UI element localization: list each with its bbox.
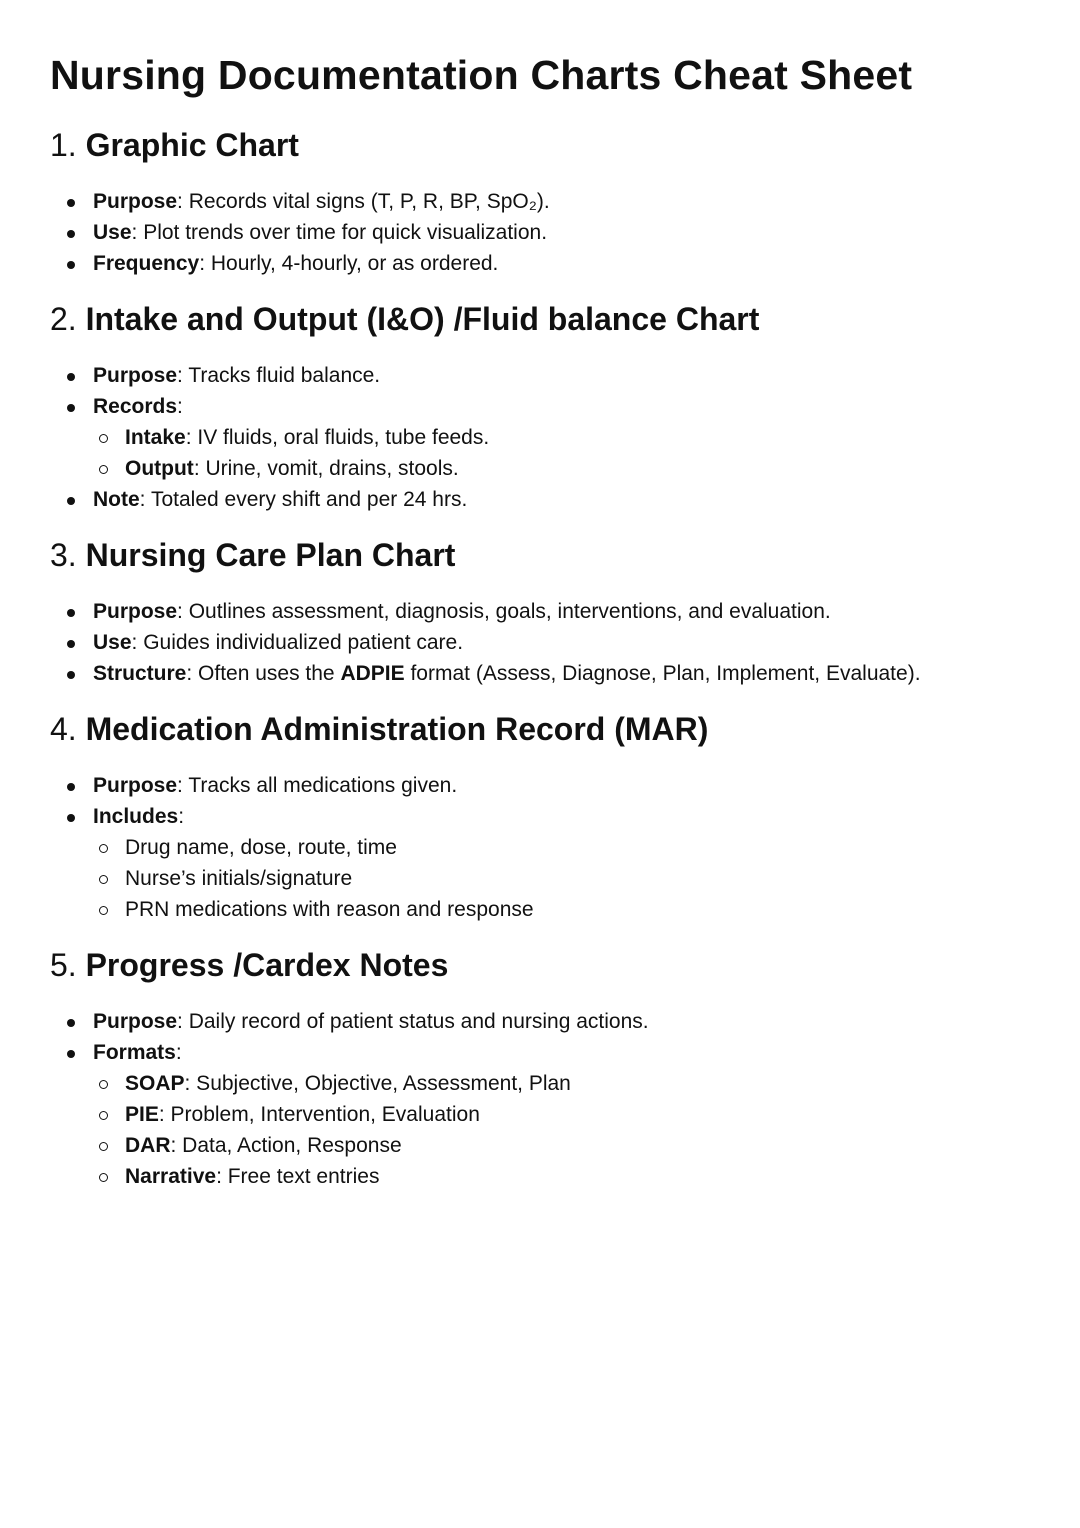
list-item	[93, 360, 1030, 391]
item-label: Intake	[125, 426, 186, 449]
item-text: : Outlines assessment, diagnosis, goals, interventions, and evaluation.	[177, 600, 831, 623]
list-item	[93, 391, 1030, 484]
list-item	[93, 658, 1030, 689]
item-text: :	[177, 395, 183, 418]
section-heading	[50, 127, 1030, 164]
list-item	[125, 1161, 1030, 1192]
sub-list	[93, 832, 1030, 925]
list-item	[93, 801, 1030, 925]
list-item	[93, 484, 1030, 515]
page-title: Nursing Documentation Charts Cheat Sheet	[50, 52, 913, 98]
section-number: 5.	[50, 947, 77, 983]
item-label: Purpose	[93, 364, 178, 387]
item-text: :	[175, 1041, 182, 1064]
section-number: 3.	[50, 537, 77, 573]
item-text: : Plot trends over time for quick visualization.	[131, 221, 548, 244]
section-title: Graphic Chart	[85, 127, 299, 163]
item-text: : Subjective, Objective, Assessment, Plan	[184, 1072, 571, 1095]
list-item	[93, 1006, 1030, 1037]
item-label: Frequency	[93, 252, 200, 275]
list-item	[93, 1037, 1030, 1192]
item-text: : Free text entries	[216, 1165, 380, 1188]
section-heading	[50, 301, 1030, 338]
item-text: : IV fluids, oral fluids, tube feeds.	[185, 426, 490, 449]
list-item	[125, 894, 1030, 925]
section-title: Progress /Cardex Notes	[85, 947, 449, 983]
list-item	[125, 863, 1030, 894]
list-item	[93, 186, 1030, 217]
bullet-list	[50, 770, 1030, 925]
item-label: DAR	[125, 1134, 171, 1157]
item-label: Purpose	[93, 600, 178, 623]
item-label: Use	[93, 221, 132, 244]
item-label: PIE	[125, 1103, 159, 1126]
item-label: SOAP	[125, 1072, 185, 1095]
sub-list	[93, 1068, 1030, 1192]
item-text: PRN medications with reason and response	[125, 898, 534, 921]
list-item	[93, 248, 1030, 279]
item-label: Narrative	[125, 1165, 217, 1188]
list-item	[125, 1068, 1030, 1099]
list-item	[125, 832, 1030, 863]
item-label: Records	[93, 395, 178, 418]
item-text: : Often uses the	[186, 662, 341, 685]
item-label: Purpose	[93, 774, 178, 797]
item-label: Structure	[93, 662, 187, 685]
bullet-list	[50, 186, 1030, 279]
sub-list	[93, 422, 1030, 484]
item-label: Output	[125, 457, 194, 480]
section-number: 1.	[50, 127, 77, 163]
item-text: :	[178, 805, 185, 828]
list-item	[125, 422, 1030, 453]
item-text: : Records vital signs (T, P, R, BP, SpO₂).	[177, 190, 550, 213]
bullet-list	[50, 596, 1030, 689]
item-text: Drug name, dose, route, time	[125, 836, 397, 859]
item-text: format (Assess, Diagnose, Plan, Implement, Evaluate).	[404, 662, 921, 685]
item-text: : Problem, Intervention, Evaluation	[158, 1103, 480, 1126]
list-item	[125, 453, 1030, 484]
section-title: Nursing Care Plan Chart	[85, 537, 456, 573]
item-label: Use	[93, 631, 132, 654]
item-label: Purpose	[93, 190, 178, 213]
list-item	[93, 770, 1030, 801]
bullet-list	[50, 1006, 1030, 1192]
item-label: Includes	[93, 805, 179, 828]
item-emphasis: ADPIE	[340, 662, 405, 685]
item-text: : Hourly, 4-hourly, or as ordered.	[199, 252, 499, 275]
item-text: : Totaled every shift and per 24 hrs.	[139, 488, 468, 511]
list-item	[93, 217, 1030, 248]
item-text: : Daily record of patient status and nursing actions.	[177, 1010, 649, 1033]
item-text: : Tracks fluid balance.	[177, 364, 381, 387]
section-title: Medication Administration Record (MAR)	[85, 711, 709, 747]
section-title: Intake and Output (I&O) /Fluid balance Chart	[85, 301, 760, 337]
section-heading	[50, 711, 1030, 748]
item-text: : Urine, vomit, drains, stools.	[193, 457, 459, 480]
section-number: 4.	[50, 711, 77, 747]
list-item	[93, 627, 1030, 658]
list-item	[93, 596, 1030, 627]
item-text: : Data, Action, Response	[170, 1134, 402, 1157]
section-heading	[50, 537, 1030, 574]
bullet-list	[50, 360, 1030, 515]
item-text: : Tracks all medications given.	[177, 774, 458, 797]
list-item	[125, 1130, 1030, 1161]
section-heading	[50, 947, 1030, 984]
item-label: Note	[93, 488, 140, 511]
list-item	[125, 1099, 1030, 1130]
section-number: 2.	[50, 301, 77, 337]
item-text: : Guides individualized patient care.	[131, 631, 464, 654]
item-text: Nurse’s initials/signature	[125, 867, 353, 890]
item-label: Purpose	[93, 1010, 178, 1033]
item-label: Formats	[93, 1041, 176, 1064]
